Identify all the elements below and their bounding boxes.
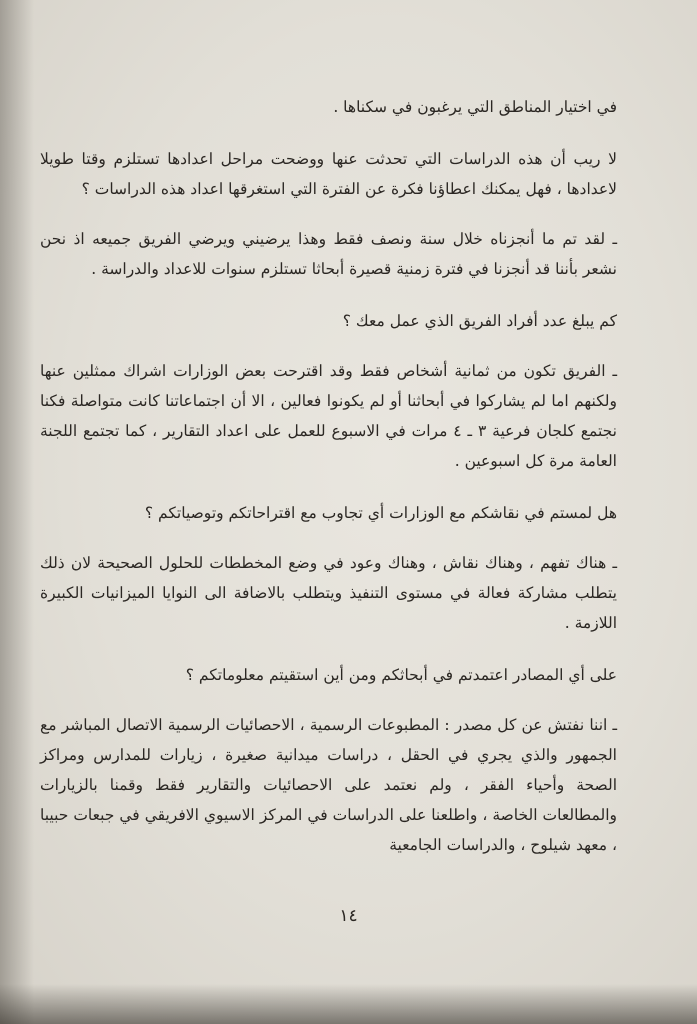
question-ministries: هل لمستم في نقاشكم مع الوزارات أي تجاوب مع اقتراحاتكم وتوصياتكم ؟ [144, 504, 617, 522]
answer-sources: ـ اننا نفتش عن كل مصدر : المطبوعات الرسمية ، الاحصائيات الرسمية الاتصال المباشر مع الجمهور والذي يجري في الحقل ، دراسات ميدانية صغيرة ، زيارات للمدارس ومراكز الصحة وأحياء الفقر ، ولم نعتمد على الاحصائيات والتقارير فقط وقمنا بالزيارات والمطالعات الخاصة ، واطلعنا على الدراسات في المركز الاسيوي الافريقي في جبعات حبيبا ، معهد شيلوح ، والدراسات الجامعية [40, 716, 617, 854]
answer-duration: ـ لقد تم ما أنجزناه خلال سنة ونصف فقط وهذا يرضيني ويرضي الفريق جميعه اذ نحن نشعر بأننا قد أنجزنا في فترة زمنية قصيرة أبحاثا تستلزم سنوات للاعداد والدراسة . [40, 230, 617, 278]
page-gutter-shadow [0, 0, 34, 1024]
answer-team-size: ـ الفريق تكون من ثمانية أشخاص فقط وقد اقترحت بعض الوزارات اشراك ممثلين عنها ولكنهم اما لم يشاركوا في أبحاثنا أو لم يكونوا فعالين ، الا أن اجتماعاتنا كانت متواصلة فكنا نجتمع كلجان فرعية ٣ ـ ٤ مرات في الاسبوع للعمل على اعداد التقارير ، كما تجتمع اللجنة العامة مرة كل اسبوعين . [40, 362, 617, 470]
question-sources: على أي المصادر اعتمدتم في أبحاثكم ومن أين استقيتم معلوماتكم ؟ [185, 666, 617, 684]
page-bottom-shadow [0, 984, 697, 1024]
answer-ministries: ـ هناك تفهم ، وهناك نقاش ، وهناك وعود في وضع المخططات للحلول الصحيحة لان ذلك يتطلب مشاركة فعالة في مستوى التنفيذ ويتطلب بالاضافة الى النوايا الميزانيات الكبيرة اللازمة . [40, 554, 617, 632]
page-number: ١٤ [339, 906, 358, 926]
paragraph-continuation: في اختيار المناطق التي يرغبون في سكناها . [333, 98, 617, 116]
page-text [40, 92, 617, 882]
question-team-size: كم يبلغ عدد أفراد الفريق الذي عمل معك ؟ [342, 312, 617, 330]
question-duration: لا ريب أن هذه الدراسات التي تحدثت عنها ووضحت مراحل اعدادها تستلزم وقتا طويلا لاعدادها ، فهل يمكنك اعطاؤنا فكرة عن الفترة التي استغرقها اعداد هذه الدراسات ؟ [40, 150, 617, 198]
